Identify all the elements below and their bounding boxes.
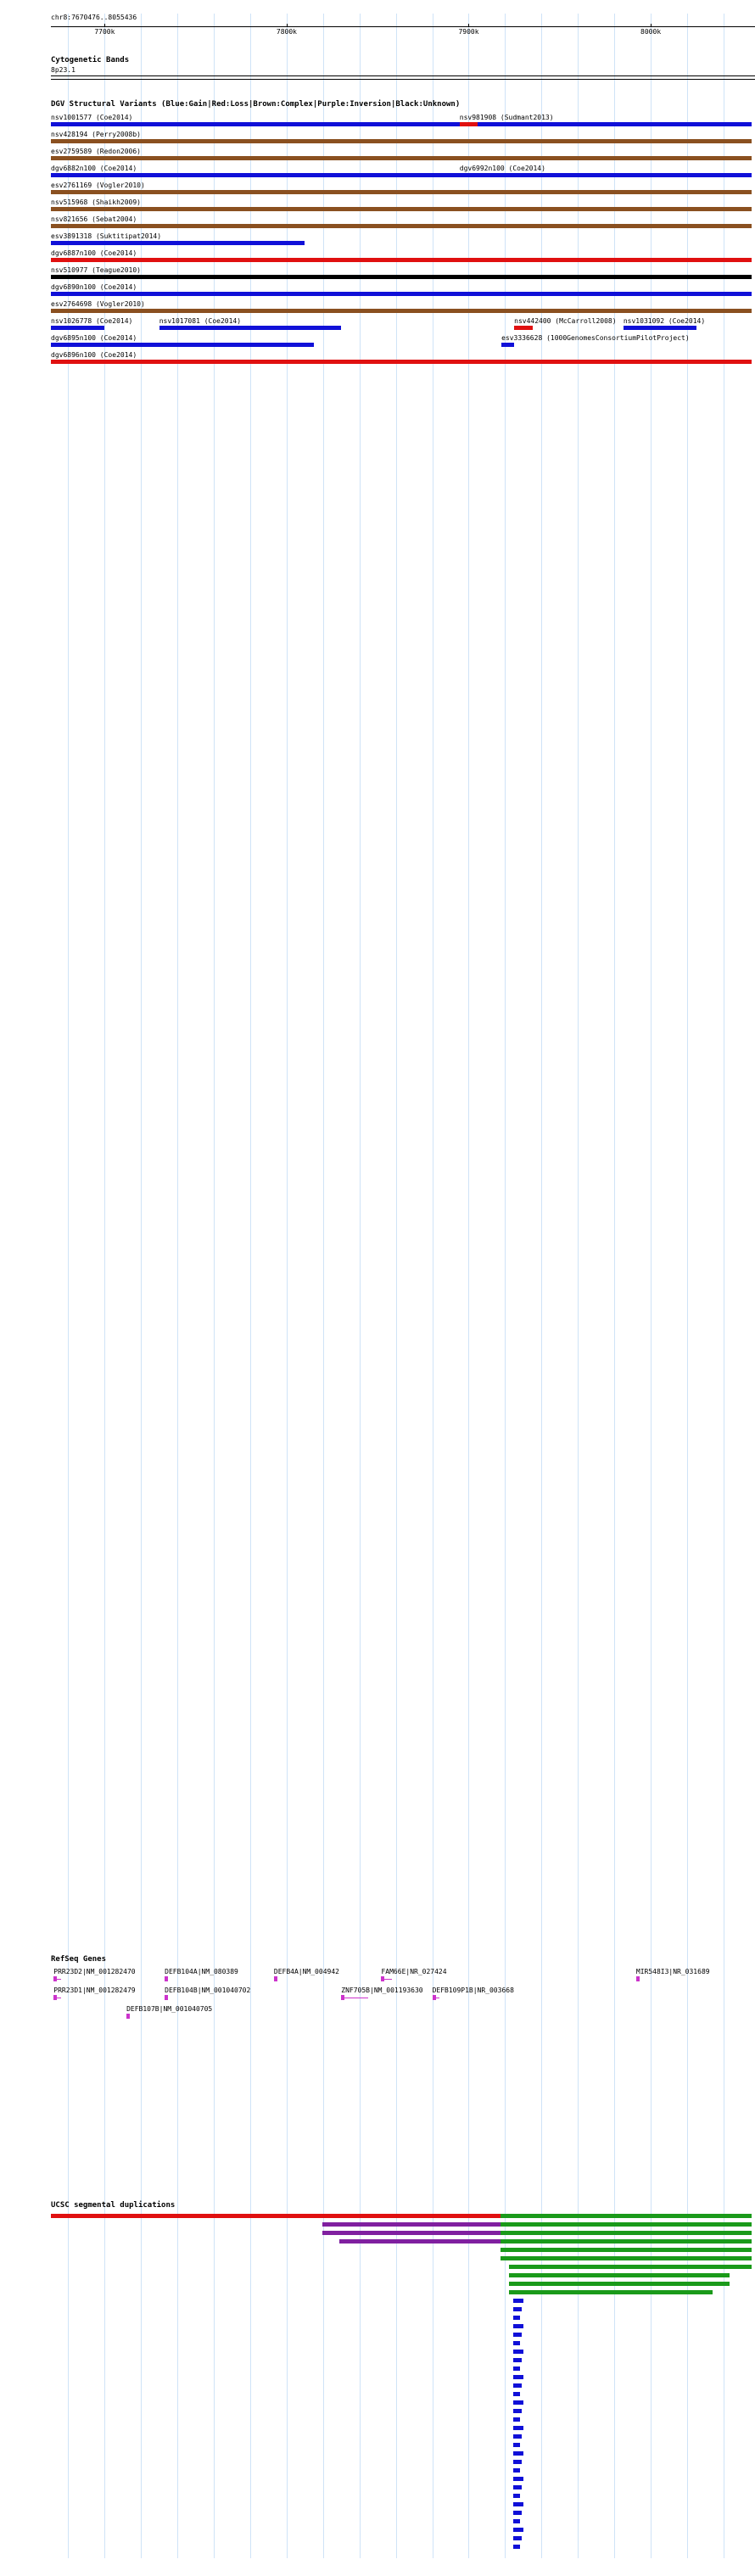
cytoband-divider-2 [51,79,755,80]
gridline [505,14,506,2558]
sv-label[interactable]: nsv981908 (Sudmant2013) [459,114,554,121]
sv-bar[interactable] [51,326,104,330]
gridline [687,14,688,2558]
sv-bar[interactable] [51,343,314,347]
gene-exon[interactable] [126,2014,130,2019]
segdup-bar[interactable] [509,2273,730,2277]
segdup-bar[interactable] [513,2333,522,2337]
segdup-bar[interactable] [513,2383,522,2388]
sv-label[interactable]: nsv1017081 (Coe2014) [159,317,242,325]
gridline [360,14,361,2558]
sv-bar[interactable] [514,326,532,330]
segdup-bar[interactable] [322,2231,501,2235]
sv-label[interactable]: esv2764698 (Vogler2010) [51,300,145,308]
segdup-bar[interactable] [513,2536,522,2540]
sv-label[interactable]: nsv510977 (Teague2010) [51,266,141,274]
segdup-bar[interactable] [509,2290,713,2294]
gene-label[interactable]: FAM66E|NR_027424 [381,1968,447,1975]
ruler-tick [468,24,469,27]
sv-bar[interactable] [51,207,752,211]
segdup-bar[interactable] [513,2358,522,2362]
sv-bar[interactable] [51,258,752,262]
sv-bar[interactable] [51,360,752,364]
gridline [104,14,105,2558]
gene-exon[interactable] [165,1976,168,1981]
gene-exon[interactable] [53,1976,57,1981]
sv-label[interactable]: nsv442400 (McCarroll2008) [514,317,617,325]
sv-bar[interactable] [51,122,752,126]
segdup-bar[interactable] [501,2214,752,2218]
segdup-bar[interactable] [513,2460,522,2464]
gene-exon[interactable] [165,1995,168,2000]
gridline [287,14,288,2558]
refseq-track-title: RefSeq Genes [51,1955,107,1964]
sv-label[interactable]: nsv1031092 (Coe2014) [623,317,706,325]
segdup-bar[interactable] [513,2316,520,2320]
segdup-bar[interactable] [509,2282,730,2286]
segdup-bar[interactable] [501,2231,752,2235]
ruler-tick [104,24,105,27]
gene-exon[interactable] [433,1995,436,2000]
segdup-bar[interactable] [513,2451,523,2456]
segdup-bar[interactable] [513,2485,522,2489]
sv-label[interactable]: esv2759589 (Redon2006) [51,148,141,155]
gene-exon[interactable] [274,1976,277,1981]
segdup-bar[interactable] [513,2443,520,2447]
sv-label[interactable]: esv3336628 (1000GenomesConsortiumPilotProject) [501,334,690,342]
segdup-bar[interactable] [513,2426,523,2430]
sv-bar[interactable] [51,156,752,160]
segdup-bar[interactable] [501,2239,752,2244]
gene-label[interactable]: ZNF705B|NM_001193630 [341,1986,423,1994]
gene-label[interactable]: PRR23D1|NM_001282479 [53,1986,136,1994]
gene-exon[interactable] [381,1976,384,1981]
gene-label[interactable]: DEFB4A|NM_004942 [273,1968,339,1975]
gridline [541,14,542,2558]
segdup-bar[interactable] [513,2528,523,2532]
segdup-bar[interactable] [513,2400,523,2405]
segdup-bar[interactable] [513,2324,523,2328]
segdup-bar[interactable] [51,2214,254,2218]
segdup-bar[interactable] [513,2307,522,2311]
segdup-bar[interactable] [501,2248,752,2252]
segdup-bar[interactable] [513,2375,523,2379]
sv-label[interactable]: dgv6992n100 (Coe2014) [459,165,545,172]
segdup-bar[interactable] [513,2366,520,2371]
gene-label[interactable]: DEFB107B|NM_001040705 [126,2005,213,2013]
sv-label[interactable]: dgv6887n100 (Coe2014) [51,249,137,257]
gridline [250,14,251,2558]
sv-bar[interactable] [501,343,514,347]
sv-track-title: DGV Structural Variants (Blue:Gain|Red:Loss|Brown:Complex|Purple:Inversion|Black:Unknown) [51,100,461,109]
sv-label[interactable]: nsv1026778 (Coe2014) [51,317,133,325]
sv-bar[interactable] [51,224,752,228]
sv-bar[interactable] [51,275,752,279]
sv-bar[interactable] [624,326,696,330]
gene-label[interactable]: MIR548I3|NR_031689 [635,1968,710,1975]
gene-label[interactable]: DEFB104B|NM_001040702 [165,1986,251,1994]
segdup-bar[interactable] [513,2350,523,2354]
segdup-bar[interactable] [513,2545,520,2549]
sv-bar[interactable] [460,122,478,126]
sv-bar[interactable] [51,190,752,194]
gridline [141,14,142,2558]
sv-label[interactable]: nsv515968 (Shaikh2009) [51,198,141,206]
gridline [214,14,215,2558]
ruler-tick-label: 8000k [640,28,662,36]
gene-label[interactable]: DEFB104A|NM_080389 [165,1968,238,1975]
gridline [68,14,69,2558]
gene-label[interactable]: DEFB109P1B|NR_003668 [432,1986,514,1994]
gridline [323,14,324,2558]
segdup-bar[interactable] [513,2434,522,2439]
segdup-bar[interactable] [254,2214,501,2218]
sv-label[interactable]: dgv6896n100 (Coe2014) [51,351,137,359]
gridline [651,14,652,2558]
sv-label[interactable]: dgv6895n100 (Coe2014) [51,334,137,342]
position-label: chr8:7670476..8055436 [51,14,137,21]
segdup-bar[interactable] [513,2341,520,2345]
segdup-bar[interactable] [501,2222,752,2227]
gridline [396,14,397,2558]
gene-label[interactable]: PRR23D2|NM_001282470 [53,1968,136,1975]
gene-exon[interactable] [53,1995,57,2000]
segdup-bar[interactable] [513,2477,523,2481]
sv-bar[interactable] [159,326,342,330]
ruler-tick [651,24,652,27]
sv-bar[interactable] [460,173,752,177]
sv-bar[interactable] [51,173,460,177]
ruler-tick-label: 7700k [94,28,115,36]
sv-label[interactable]: nsv1001577 (Coe2014) [51,114,133,121]
sv-label[interactable]: nsv821656 (Sebat2004) [51,215,137,223]
segdup-bar[interactable] [513,2494,520,2498]
segdup-bar[interactable] [513,2409,522,2413]
sv-label[interactable]: dgv6890n100 (Coe2014) [51,283,137,291]
segdup-bar[interactable] [513,2511,522,2515]
gridline [578,14,579,2558]
ruler-tick-label: 7800k [276,28,297,36]
sv-bar[interactable] [51,139,752,143]
cytoband-label: 8p23.1 [51,66,76,74]
sv-label[interactable]: nsv428194 (Perry2008b) [51,131,141,138]
sv-bar[interactable] [51,309,752,313]
segdup-bar[interactable] [513,2519,520,2523]
gridline [177,14,178,2558]
ruler-axis [51,26,755,27]
segdup-bar[interactable] [513,2502,523,2506]
sv-label[interactable]: esv3891318 (Suktitipat2014) [51,232,162,240]
segdup-bar[interactable] [501,2256,752,2260]
gene-exon[interactable] [636,1976,640,1981]
segdup-bar[interactable] [513,2299,523,2303]
gridline [468,14,469,2558]
segdup-bar[interactable] [513,2468,520,2473]
sv-label[interactable]: dgv6882n100 (Coe2014) [51,165,137,172]
segdup-track-title: UCSC segmental duplications [51,2201,176,2210]
gridline [614,14,615,2558]
sv-bar[interactable] [51,241,305,245]
ruler-tick-label: 7900k [458,28,479,36]
segdup-bar[interactable] [339,2239,501,2244]
segdup-bar[interactable] [513,2392,520,2396]
ruler-tick [287,24,288,27]
cytoband-title: Cytogenetic Bands [51,56,130,64]
gene-exon[interactable] [341,1995,344,2000]
segdup-bar[interactable] [513,2417,520,2422]
cytoband-divider-1 [51,75,755,76]
segdup-bar[interactable] [509,2265,752,2269]
sv-label[interactable]: esv2761169 (Vogler2010) [51,182,145,189]
sv-bar[interactable] [51,292,752,296]
segdup-bar[interactable] [322,2222,501,2227]
